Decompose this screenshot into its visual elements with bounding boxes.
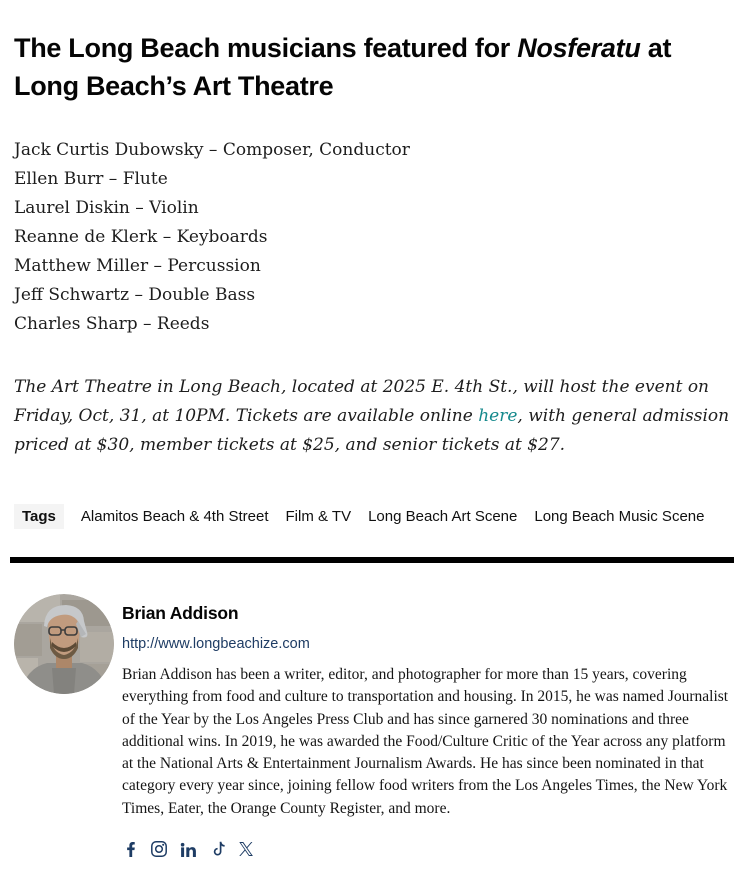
author-avatar-photo <box>14 594 114 694</box>
linkedin-link[interactable] <box>180 841 196 857</box>
x-twitter-icon <box>239 842 253 856</box>
author-website-link[interactable]: http://www.longbeachize.com <box>122 636 310 652</box>
musician-list <box>14 136 730 339</box>
musician-line: Jeff Schwartz – Double Bass <box>14 285 256 305</box>
article-title-post: at Long Beach’s Art Theatre <box>14 33 672 101</box>
tickets-here-link[interactable]: here <box>478 406 518 426</box>
article-title-italic: Nosferatu <box>517 33 641 63</box>
tag-long-beach-art-scene[interactable]: Long Beach Art Scene <box>368 508 518 525</box>
tag-film-tv[interactable]: Film & TV <box>285 508 352 525</box>
author-name: Brian Addison <box>122 603 239 623</box>
social-links-row <box>122 841 730 857</box>
article-title-pre: The Long Beach musicians featured for <box>14 33 518 63</box>
tiktok-link[interactable] <box>209 841 225 857</box>
musician-line: Reanne de Klerk – Keyboards <box>14 227 268 247</box>
linkedin-icon <box>180 841 196 857</box>
x-twitter-link[interactable] <box>238 841 254 857</box>
tag-long-beach-music-scene[interactable]: Long Beach Music Scene <box>534 508 705 525</box>
facebook-link[interactable] <box>122 841 138 857</box>
tags-row <box>22 504 730 529</box>
author-avatar[interactable] <box>14 594 114 694</box>
musician-line: Matthew Miller – Percussion <box>14 256 261 276</box>
musician-line: Ellen Burr – Flute <box>14 169 168 189</box>
author-box <box>14 594 730 857</box>
author-bio: Brian Addison has been a writer, editor, and photographer for more than 15 years, covering everything from food and culture to transportation and housing. In 2015, he was named Journalist of the Year by the Los Angeles Press Club and has since garnered 30 nominations and three additional wins. In 2019, he was awarded the Food/Culture Critic of the Year across any platform at the National Arts & Entertainment Journalism Awards. He has since been nominated in that category every year since, joining fellow food writers from the Los Angeles Times, the New York Times, Eater, the Orange County Register, and more. <box>122 666 729 817</box>
tags-label: Tags <box>14 504 64 529</box>
musician-line: Laurel Diskin – Violin <box>14 198 199 218</box>
article-title <box>14 29 730 105</box>
section-divider <box>10 557 734 563</box>
event-note-pre: The Art Theatre in Long Beach, located at 2025 E. 4th St., will host the event on Friday, Oct, 31, at 10PM. Tickets are available online <box>14 377 710 426</box>
musician-line: Charles Sharp – Reeds <box>14 314 210 334</box>
tiktok-icon <box>210 841 225 857</box>
facebook-icon <box>123 842 138 857</box>
event-details-paragraph <box>14 373 730 460</box>
instagram-icon <box>151 841 167 857</box>
event-note-post: , with general admission priced at $30, member tickets at $25, and senior tickets at $27. <box>14 406 730 455</box>
tag-alamitos-beach-4th-street[interactable]: Alamitos Beach & 4th Street <box>80 508 269 525</box>
author-info <box>122 594 730 857</box>
musician-line: Jack Curtis Dubowsky – Composer, Conductor <box>14 140 410 160</box>
instagram-link[interactable] <box>151 841 167 857</box>
